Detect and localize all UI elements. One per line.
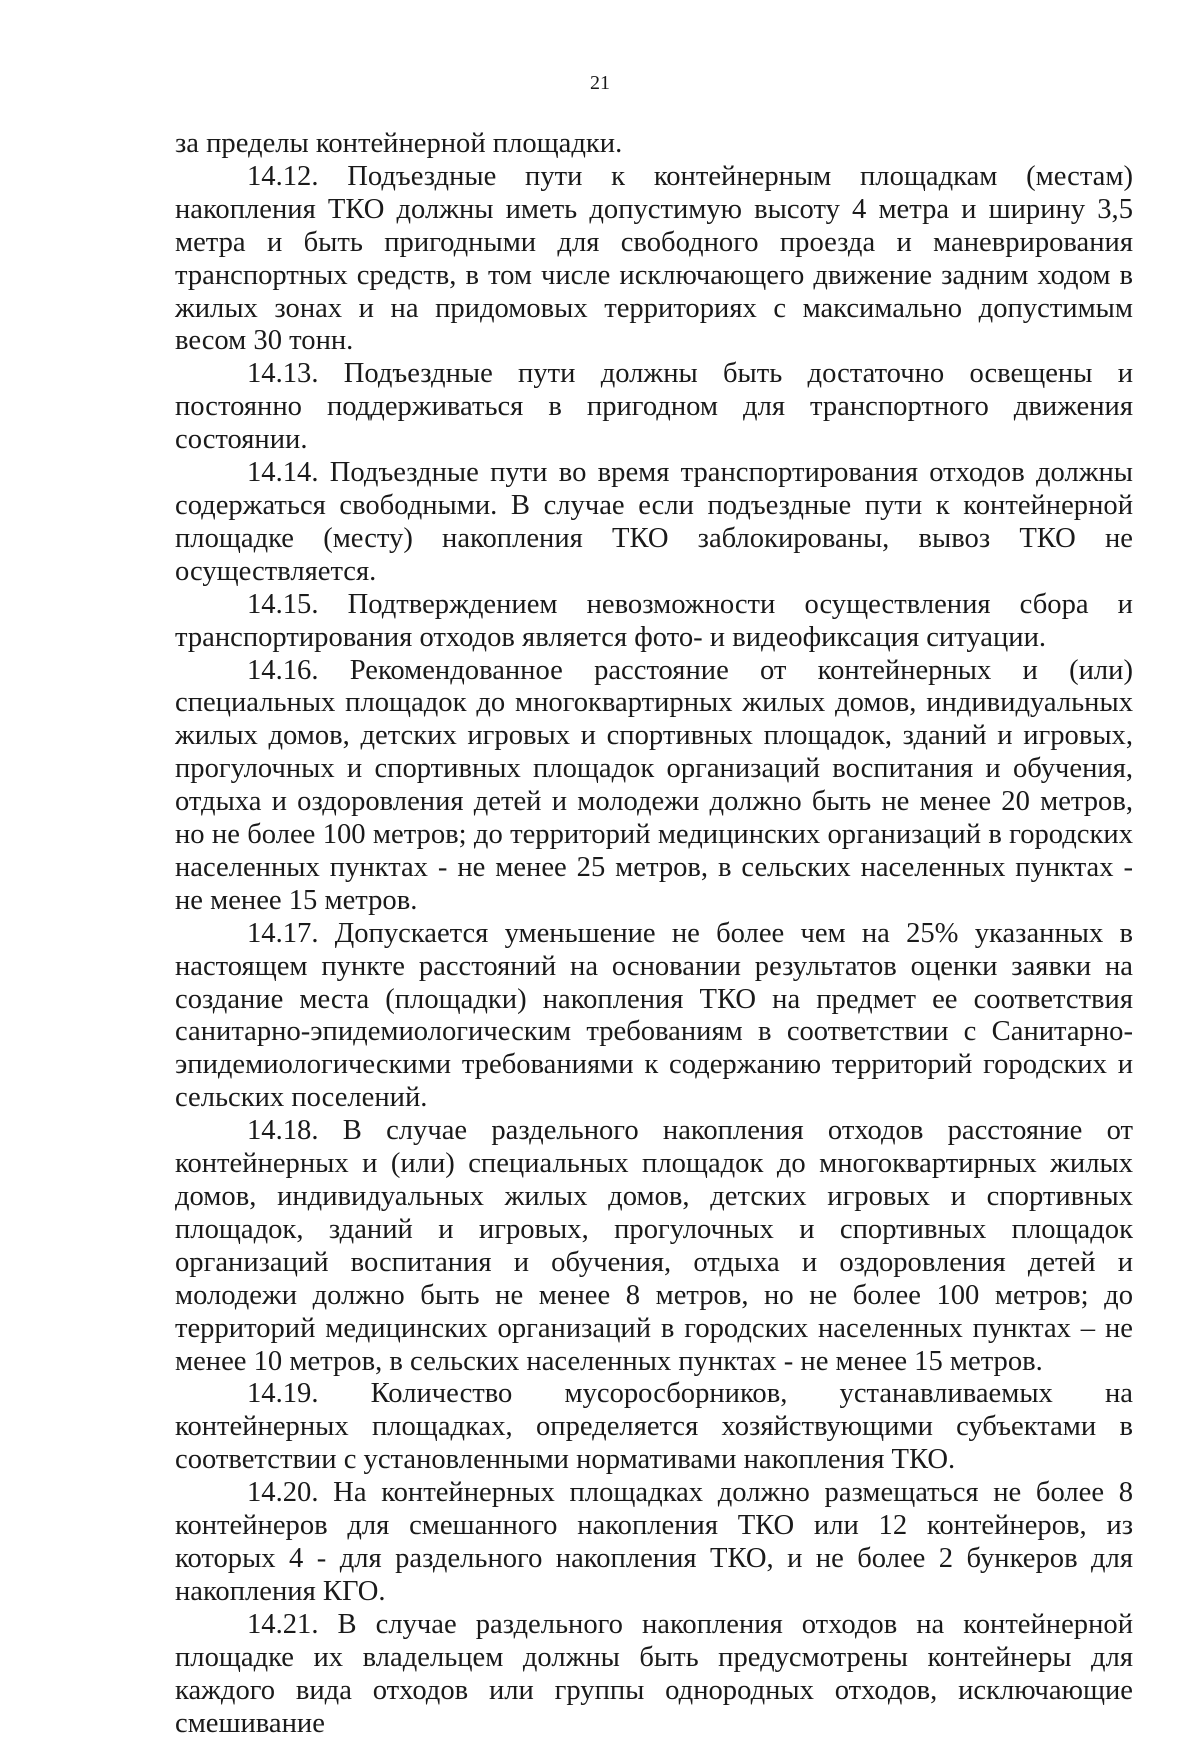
paragraph-14-12: 14.12. Подъездные пути к контейнерным площадкам (местам) накопления ТКО должны иметь допустимую высоту 4 метра и ширину 3,5 метра и быть пригодными для свободного проезда и маневрирования транспортных средств, в том числе исключающего движение задним ходом в жилых зонах и на придомовых территориях с максимально допустимым весом 30 тонн. (175, 160, 1133, 357)
paragraph-14-21: 14.21. В случае раздельного накопления отходов на контейнерной площадке их владельцем должны быть предусмотрены контейнеры для каждого вида отходов или группы однородных отходов, исключающие смешивание (175, 1608, 1133, 1739)
paragraph-14-19: 14.19. Количество мусоросборников, устанавливаемых на контейнерных площадках, определяется хозяйствующими субъектами в соответствии с установленными нормативами накопления ТКО. (175, 1378, 1133, 1476)
paragraph-14-13: 14.13. Подъездные пути должны быть достаточно освещены и постоянно поддерживаться в пригодном для транспортного движения состоянии. (175, 358, 1133, 456)
document-body (175, 128, 1133, 1740)
paragraph-14-20: 14.20. На контейнерных площадках должно размещаться не более 8 контейнеров для смешанного накопления ТКО или 12 контейнеров, из которых 4 - для раздельного накопления ТКО, и не более 2 бункеров для накопления КГО. (175, 1477, 1133, 1607)
paragraph-continuation: за пределы контейнерной площадки. (175, 128, 623, 159)
page-number: 21 (590, 72, 610, 94)
paragraph-14-14: 14.14. Подъездные пути во время транспортирования отходов должны содержаться свободными. В случае если подъездные пути к контейнерной площадке (месту) накопления ТКО заблокированы, вывоз ТКО не осуществляется. (175, 457, 1133, 587)
paragraph-14-18: 14.18. В случае раздельного накопления отходов расстояние от контейнерных и (или) специальных площадок до многоквартирных жилых домов, индивидуальных жилых домов, детских игровых и спортивных площадок, зданий и игровых, прогулочных и спортивных площадок организаций воспитания и обучения, отдыха и оздоровления детей и молодежи должно быть не менее 8 метров, но не более 100 метров; до территорий медицинских организаций в городских населенных пунктах – не менее 10 метров, в сельских населенных пунктах - не менее 15 метров. (175, 1115, 1133, 1377)
paragraph-14-16: 14.16. Рекомендованное расстояние от контейнерных и (или) специальных площадок до многоквартирных жилых домов, индивидуальных жилых домов, детских игровых и спортивных площадок, зданий и игровых, прогулочных и спортивных площадок организаций воспитания и обучения, отдыха и оздоровления детей и молодежи должно быть не менее 20 метров, но не более 100 метров; до территорий медицинских организаций в городских населенных пунктах - не менее 25 метров, в сельских населенных пунктах - не менее 15 метров. (175, 654, 1133, 916)
paragraph-14-17: 14.17. Допускается уменьшение не более чем на 25% указанных в настоящем пункте расстояний на основании результатов оценки заявки на создание места (площадки) накопления ТКО на предмет ее соответствия санитарно-эпидемиологическим требованиям в соответствии с Санитарно-эпидемиологическими требованиями к содержанию территорий городских и сельских поселений. (175, 917, 1133, 1114)
paragraph-14-15: 14.15. Подтверждением невозможности осуществления сбора и транспортирования отходов является фото- и видеофиксация ситуации. (175, 588, 1133, 653)
